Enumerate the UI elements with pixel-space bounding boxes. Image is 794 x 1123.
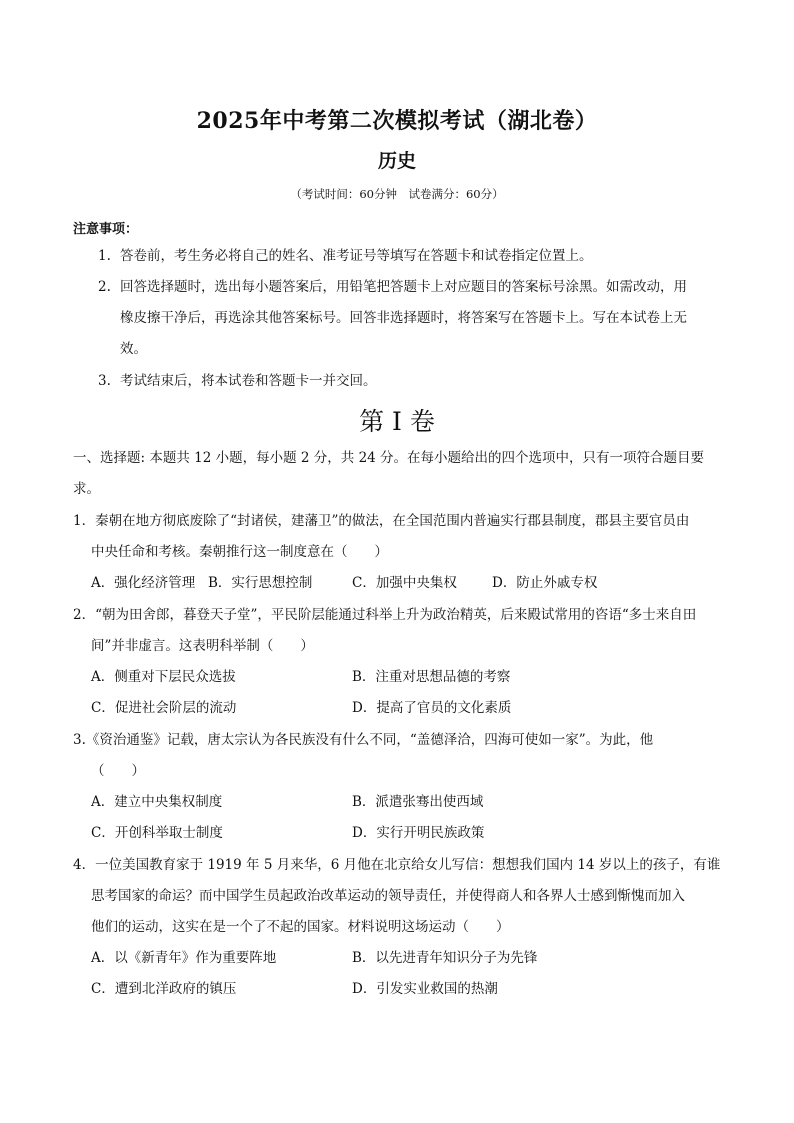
question-3-option-b: B．派遣张骞出使西域: [352, 794, 484, 810]
question-2-option-b: B．注重对思想品德的考察: [352, 669, 511, 685]
notice-text: 答卷前，考生务必将自己的姓名、准考证号等填写在答题卡和试卷指定位置上。: [120, 248, 593, 264]
question-3-option-c: C．开创科举取士制度: [91, 825, 223, 841]
section-intro: 求。: [73, 481, 100, 497]
notice-text: 回答选择题时，选出每小题答案后，用铅笔把答题卡上对应题目的答案标号涂黑。如需改动，用: [120, 279, 687, 295]
question-2-stem: 间”并非虚言。这表明科举制（ ）: [91, 638, 314, 654]
question-4-option-a: A．以《新青年》作为重要阵地: [91, 950, 277, 966]
question-1-option-b: B．实行思想控制: [208, 575, 313, 591]
notice-text: 橡皮擦干净后，再选涂其他答案标号。回答非选择题时，将答案写在答题卡上。写在本试卷上无: [120, 310, 687, 326]
question-2-stem: 2．“朝为田舍郎，暮登天子堂”，平民阶层能通过科举上升为政治精英，后来殿试常用的咨语“多士来自田: [73, 607, 697, 623]
question-2-option-a: A．侧重对下层民众选拔: [91, 669, 236, 685]
section-label: 第 I 卷: [359, 407, 435, 436]
question-3-option-a: A．建立中央集权制度: [91, 794, 223, 810]
notice-item-1: [98, 241, 723, 272]
question-4-stem: 他们的运动，这实在是一个了不起的国家。材料说明这场运动（ ）: [91, 919, 510, 935]
notice-item-2: [98, 272, 723, 365]
exam-time-info: （考试时间：60分钟 试卷满分：60分）: [290, 187, 504, 201]
notice-number: 1.: [98, 248, 111, 264]
notice-heading: 注意事项：: [73, 222, 139, 237]
question-1-option-a: A．强化经济管理: [91, 575, 196, 591]
exam-title: 2025年中考第二次模拟考试（湖北卷）: [196, 108, 598, 134]
question-4-stem: 思考国家的命运？而中国学生员起政治改革运动的领导责任，并使得商人和各界人士感到惭愧而加入: [91, 888, 685, 904]
question-1-stem: 中央任命和考核。秦朝推行这一制度意在（ ）: [91, 544, 388, 560]
notice-item-3: [98, 366, 723, 397]
notice-number: 3.: [98, 373, 111, 389]
section-intro: 一、选择题: 本题共 12 小题，每小题 2 分，共 24 分。在每小题给出的四个选项中，只有一项符合题目要: [73, 450, 705, 466]
notice-text: 效。: [120, 341, 147, 357]
notice-number: 2.: [98, 279, 111, 295]
notice-text: 考试结束后，将本试卷和答题卡一并交回。: [120, 373, 377, 389]
question-3-stem: （ ）: [91, 763, 145, 779]
question-4-option-b: B．以先进青年知识分子为先锋: [352, 950, 538, 966]
question-4-stem: 4．一位美国教育家于 1919 年 5 月来华，6 月他在北京给女儿写信：想想我们国内 14 岁以上的孩子，有谁: [73, 857, 721, 873]
question-2-option-d: D．提高了官员的文化素质: [352, 700, 512, 716]
exam-subject: 历史: [377, 150, 416, 172]
question-4-option-d: D．引发实业救国的热潮: [352, 981, 498, 997]
question-3-stem: 3.《资治通鉴》记载，唐太宗认为各民族没有什么不同，“盖德泽洽，四海可使如一家”。为此，他: [73, 732, 654, 748]
question-1-option-d: D．防止外戚专权: [492, 575, 598, 591]
question-2-option-c: C．促进社会阶层的流动: [91, 700, 237, 716]
question-4-option-c: C．遭到北洋政府的镇压: [91, 981, 237, 997]
question-1-stem: 1．秦朝在地方彻底废除了“封诸侯，建藩卫”的做法，在全国范围内普遍实行郡县制度，郡县主要官员由: [73, 513, 690, 529]
question-3-option-d: D．实行开明民族政策: [352, 825, 485, 841]
question-1-option-c: C．加强中央集权: [352, 575, 457, 591]
